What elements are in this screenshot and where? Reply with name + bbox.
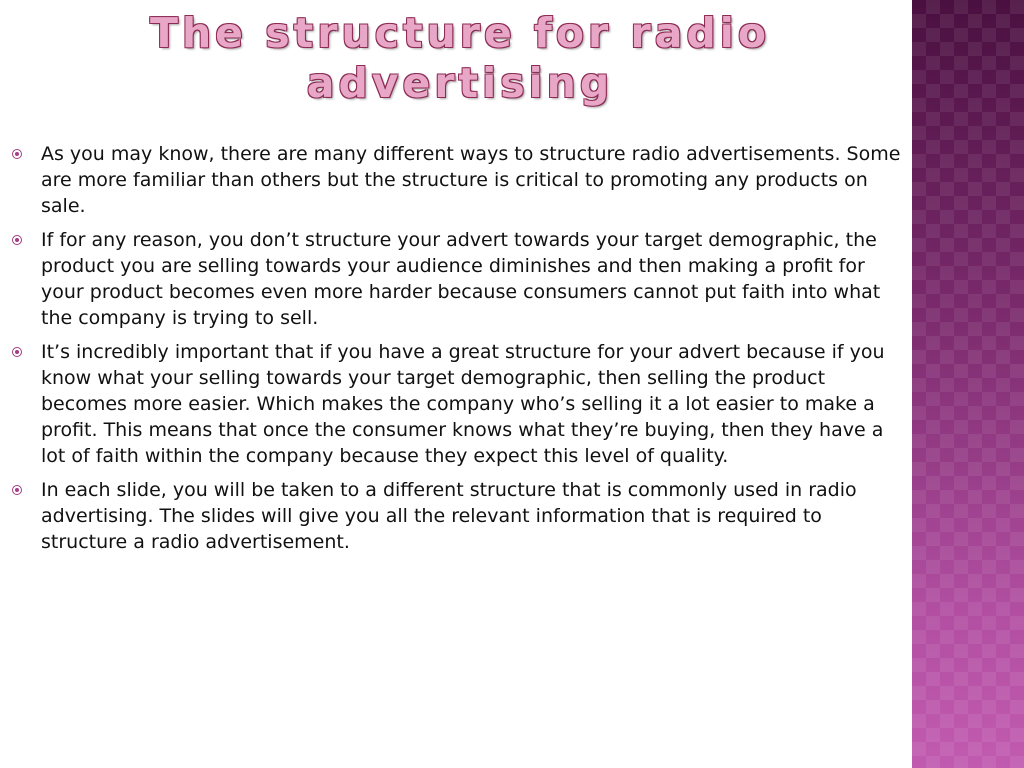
bullet-text: In each slide, you will be taken to a different structure that is commonly used in radio advertising. The slides will give you all the relevant information that is required to structure a radio advertisement. [41, 479, 857, 553]
circle-dot-bullet-icon [12, 347, 22, 357]
bullet-item [12, 141, 904, 219]
bullet-item [12, 339, 904, 469]
circle-dot-bullet-icon [12, 149, 22, 159]
slide-title: The structure for radio advertising [150, 9, 770, 107]
decorative-side-panel [912, 0, 1024, 768]
bullet-text: As you may know, there are many different ways to structure radio advertisements. Some are more familiar than others but the structure is critical to promoting any products on sale. [41, 143, 901, 217]
bullet-item [12, 227, 904, 331]
bullet-list [12, 141, 904, 563]
bullet-text: If for any reason, you don’t structure your advert towards your target demographic, the product you are selling towards your audience diminishes and then making a profit for your product becomes even more harder because consumers cannot put faith into what the company is trying to sell. [41, 229, 881, 329]
bullet-text: It’s incredibly important that if you have a great structure for your advert because if you know what your selling towards your target demographic, then selling the product becomes more easier. Which makes the company who’s selling it a lot easier to make a profit. This means that once the consumer knows what they’re buying, then they have a lot of faith within the company because they expect this level of quality. [41, 341, 885, 467]
circle-dot-bullet-icon [12, 485, 22, 495]
bullet-item [12, 477, 904, 555]
circle-dot-bullet-icon [12, 235, 22, 245]
